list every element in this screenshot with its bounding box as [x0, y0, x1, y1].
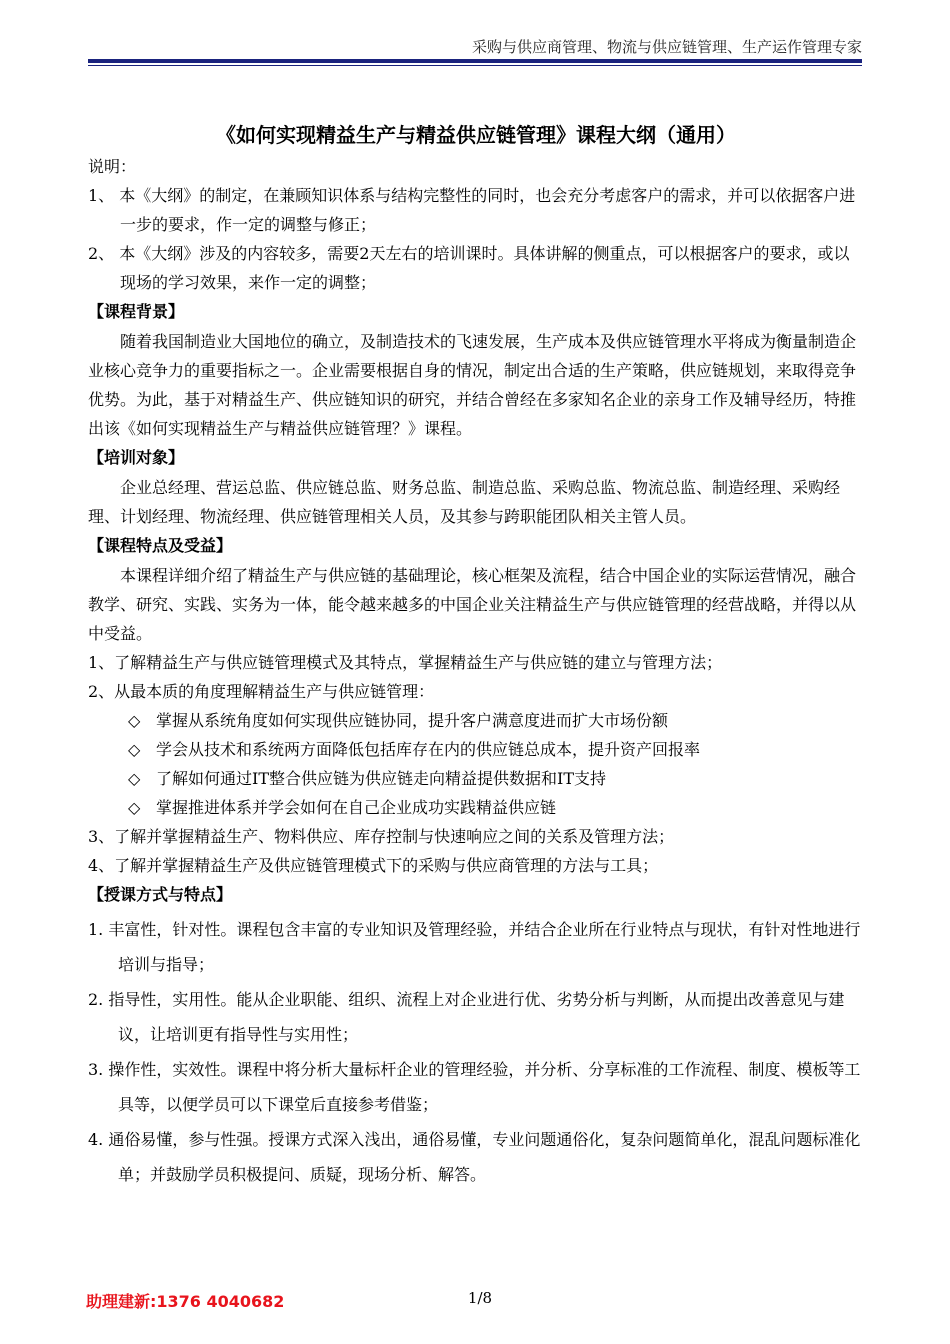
features-intro: 本课程详细介绍了精益生产与供应链的基础理论，核心框架及流程，结合中国企业的实际运营情况，融合教学、研究、实践、实务为一体，能令越来越多的中国企业关注精益生产与供应链管理的经营战略，并得以从中受益。	[88, 566, 857, 643]
features-bullet-3	[88, 764, 864, 793]
page-number: 1/8	[467, 1289, 493, 1307]
features-item-2: 2、从最本质的角度理解精益生产与供应链管理：	[88, 682, 435, 701]
document-body	[88, 118, 864, 1192]
features-item-1: 1、了解精益生产与供应链管理模式及其特点，掌握精益生产与供应链的建立与管理方法；	[88, 653, 723, 672]
diamond-icon: ◇	[128, 711, 141, 730]
features-item-3: 3、了解并掌握精益生产、物料供应、库存控制与快速响应之间的关系及管理方法；	[88, 827, 675, 846]
bullet-text: 学会从技术和系统两方面降低包括库存在内的供应链总成本，提升资产回报率	[156, 740, 701, 759]
diamond-icon: ◇	[128, 740, 141, 759]
diamond-icon: ◇	[128, 798, 141, 817]
header-rule-thick	[88, 59, 862, 63]
bullet-text: 掌握推进体系并学会如何在自己企业成功实践精益供应链	[156, 798, 557, 817]
note-item-1: 1、 本《大纲》的制定，在兼顾知识体系与结构完整性的同时，也会充分考虑客户的需求，并可以依据客户进一步的要求，作一定的调整与修正；	[88, 186, 856, 234]
footer-contact: 助理建新:1376 4040682	[86, 1292, 285, 1311]
header-tagline: 采购与供应商管理、物流与供应链管理、生产运作管理专家	[471, 38, 862, 56]
teaching-item-2: 2. 指导性，实用性。能从企业职能、组织、流程上对企业进行优、劣势分析与判断，从而提出改善意见与建议，让培训更有指导性与实用性；	[88, 990, 845, 1044]
teaching-item-1: 1. 丰富性，针对性。课程包含丰富的专业知识及管理经验，并结合企业所在行业特点与现状，有针对性地进行培训与指导；	[88, 920, 861, 974]
audience-heading: 【培训对象】	[88, 448, 185, 467]
teaching-heading: 【授课方式与特点】	[88, 885, 233, 904]
background-text: 随着我国制造业大国地位的确立，及制造技术的飞速发展，生产成本及供应链管理水平将成为衡量制造企业核心竞争力的重要指标之一。企业需要根据自身的情况，制定出合适的生产策略，供应链规划，来取得竞争优势。为此，基于对精益生产、供应链知识的研究，并结合曾经在多家知名企业的亲身工作及辅导经历，特推出该《如何实现精益生产与精益供应链管理？》课程。	[88, 332, 857, 438]
features-bullet-4	[88, 793, 864, 822]
features-bullet-2	[88, 735, 864, 764]
note-item-2: 2、 本《大纲》涉及的内容较多，需要2天左右的培训课时。具体讲解的侧重点，可以根据客户的要求，或以现场的学习效果，来作一定的调整；	[88, 244, 850, 292]
bullet-text: 了解如何通过IT整合供应链为供应链走向精益提供数据和IT支持	[156, 769, 606, 788]
features-bullet-1	[88, 706, 864, 735]
document-title: 《如何实现精益生产与精益供应链管理》课程大纲（通用）	[216, 123, 736, 147]
features-item-4: 4、了解并掌握精益生产及供应链管理模式下的采购与供应商管理的方法与工具；	[88, 856, 659, 875]
diamond-icon: ◇	[128, 769, 141, 788]
teaching-item-3: 3. 操作性，实效性。课程中将分析大量标杆企业的管理经验，并分析、分享标准的工作流程、制度、模板等工具等，以便学员可以下课堂后直接参考借鉴；	[88, 1060, 861, 1114]
background-heading: 【课程背景】	[88, 302, 185, 321]
teaching-item-4: 4. 通俗易懂，参与性强。授课方式深入浅出，通俗易懂，专业问题通俗化，复杂问题简单化，混乱问题标准化单；并鼓励学员积极提问、质疑，现场分析、解答。	[88, 1130, 861, 1184]
teaching-list	[88, 912, 864, 1192]
bullet-text: 掌握从系统角度如何实现供应链协同，提升客户满意度进而扩大市场份额	[156, 711, 669, 730]
note-label: 说明：	[88, 157, 137, 176]
header-rule-thin	[88, 65, 862, 66]
audience-text: 企业总经理、营运总监、供应链总监、财务总监、制造总监、采购总监、物流总监、制造经理、采购经理、计划经理、物流经理、供应链管理相关人员，及其参与跨职能团队相关主管人员。	[88, 478, 841, 526]
features-heading: 【课程特点及受益】	[88, 536, 233, 555]
